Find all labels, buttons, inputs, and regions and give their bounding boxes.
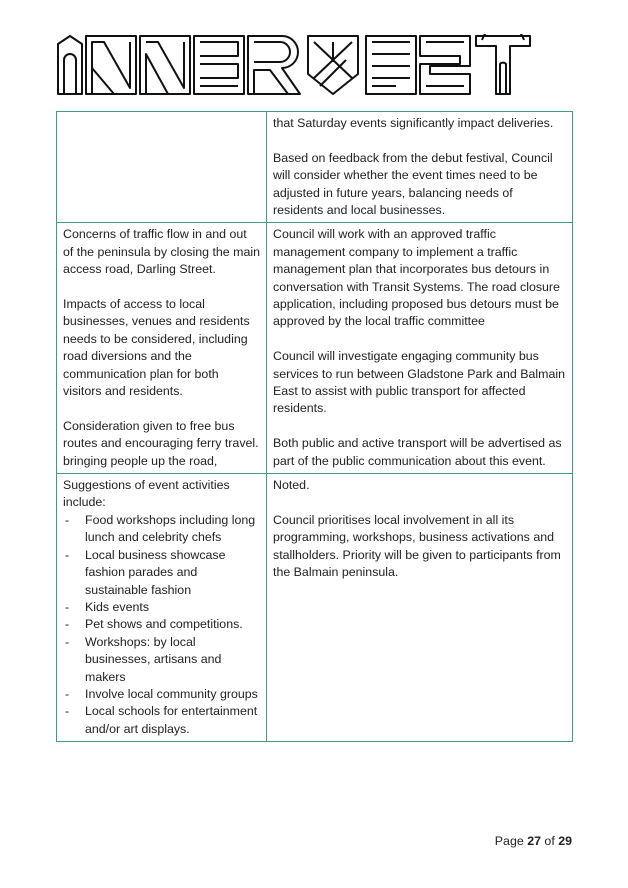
table-cell-response (267, 223, 573, 474)
table-row (57, 474, 573, 742)
table-cell-issue (57, 112, 267, 223)
paragraph: Concerns of traffic flow in and out of the peninsula by closing the main access road, Darling Street. (63, 227, 260, 277)
response-table (56, 111, 573, 742)
paragraph: Both public and active transport will be advertised as part of the public communication about this event. (273, 436, 562, 468)
table-row (57, 112, 573, 223)
page-prefix: Page (494, 834, 528, 848)
paragraph: Council prioritises local involvement in all its programming, workshops, business activations and stallholders. Priority will be given to participants from the Balmain peninsula. (273, 512, 561, 580)
table-cell-response (267, 474, 573, 742)
list-item: - Involve local community groups (63, 686, 260, 703)
paragraph: Noted. (273, 478, 310, 493)
paragraph: Impacts of access to local businesses, venues and residents needs to be considered, including road diversions and the communication plan for both visitors and residents. (63, 297, 250, 399)
page-number (495, 834, 572, 848)
list-item: - Pet shows and competitions. (63, 616, 260, 633)
page-sep: of (540, 834, 559, 848)
paragraph: Council will work with an approved traffic management company to implement a traffic management plan that incorporates bus detours in conversation with Transit Systems. The road closure application, including proposed bus detours must be approved by the local traffic committee (273, 227, 560, 329)
paragraph: that Saturday events significantly impact deliveries. (273, 116, 554, 130)
inner-west-logo (56, 34, 532, 96)
paragraph: Based on feedback from the debut festival, Council will consider whether the event times need to be adjusted in future years, balancing needs of residents and local businesses. (273, 150, 553, 218)
page-current: 27 (527, 834, 541, 848)
list-item: - Food workshops including long lunch and celebrity chefs (63, 512, 260, 547)
list-item: - Local business showcase fashion parades and sustainable fashion (63, 547, 260, 599)
table-row (57, 223, 573, 474)
table-cell-issue (57, 474, 267, 742)
list-item: - Local schools for entertainment and/or art displays. (63, 703, 260, 738)
activity-list (63, 512, 260, 738)
table-cell-response (267, 112, 573, 223)
paragraph: Suggestions of event activities include: (63, 478, 230, 510)
list-item: - Kids events (63, 599, 260, 616)
paragraph: Council will investigate engaging community bus services to run between Gladstone Park and Balmain East to assist with public transport for affected residents. (273, 349, 566, 416)
page-total: 29 (558, 834, 572, 848)
paragraph: Consideration given to free bus routes and encouraging ferry travel. bringing people up the road, (63, 418, 259, 468)
table-cell-issue (57, 223, 267, 474)
list-item: - Workshops: by local businesses, artisans and makers (63, 634, 260, 686)
